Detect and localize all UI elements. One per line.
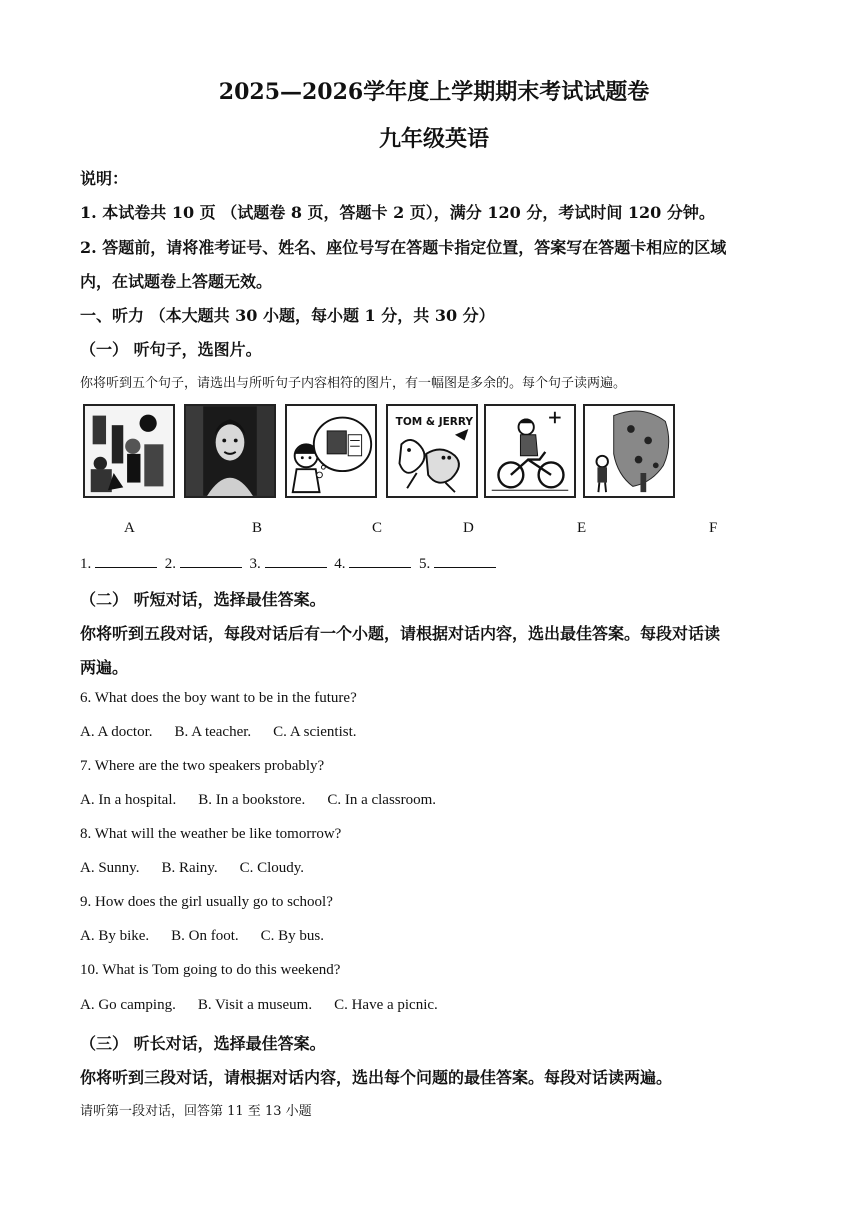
blank-label-1: 1. xyxy=(80,556,92,572)
girl-thinking-tv-image xyxy=(287,406,375,496)
option-6a[interactable]: A. A doctor. xyxy=(80,724,153,740)
question-7-options xyxy=(80,792,800,809)
option-7b[interactable]: B. In a bookstore. xyxy=(198,792,306,808)
question-6-options xyxy=(80,724,800,741)
exam-subtitle: 九年级英语 xyxy=(378,126,489,152)
picture-f xyxy=(583,404,675,498)
section3-heading: （三） 听长对话，选择最佳答案。 xyxy=(80,1034,326,1053)
option-9a[interactable]: A. By bike. xyxy=(80,928,150,944)
question-10: 10. What is Tom going to do this weekend? xyxy=(80,962,341,978)
picture-label-c: C xyxy=(372,520,383,536)
section2-instruction-line-1: 你将听到五段对话，每段对话后有一个小题，请根据对话内容，选出最佳答案。每段对话读 xyxy=(80,624,721,643)
section3-instruction: 你将听到三段对话，请根据对话内容，选出每个问题的最佳答案。每段对话读两遍。 xyxy=(80,1068,673,1087)
picture-a xyxy=(83,404,175,498)
picture-label-f: F xyxy=(709,520,718,536)
answer-blank-3[interactable] xyxy=(265,553,327,568)
tom-jerry-logo-text: TOM & JERRY xyxy=(395,416,474,429)
picture-label-b: B xyxy=(252,520,263,536)
option-10c[interactable]: C. Have a picnic. xyxy=(334,997,438,1013)
option-10a[interactable]: A. Go camping. xyxy=(80,997,176,1013)
picture-label-d: D xyxy=(463,520,474,536)
section3-sub: 请听第一段对话，回答第 11 至 13 小题 xyxy=(80,1104,312,1119)
blank-label-2: 2. xyxy=(164,556,176,572)
answer-blank-1[interactable] xyxy=(95,553,157,568)
child-by-tree-image xyxy=(585,406,673,496)
option-9c[interactable]: C. By bus. xyxy=(260,928,325,944)
section2-instruction-line-2: 两遍。 xyxy=(80,658,129,677)
notes-item-2-line-1: 2. 答题前，请将准考证号、姓名、座位号写在答题卡指定位置，答案写在答题卡相应的区域 xyxy=(80,238,727,257)
boy-riding-bike-image xyxy=(486,406,574,496)
blank-label-5: 5. xyxy=(419,556,431,572)
cartoon-cat-mouse-image xyxy=(388,406,476,496)
blank-label-4: 4. xyxy=(334,556,346,572)
question-9: 9. How does the girl usually go to school? xyxy=(80,894,333,910)
section1-heading: （一） 听句子，选图片。 xyxy=(80,340,262,359)
option-8b[interactable]: B. Rainy. xyxy=(161,860,218,876)
picture-b xyxy=(184,404,276,498)
picture-row xyxy=(83,404,683,500)
question-10-options xyxy=(80,997,800,1014)
answer-blanks xyxy=(80,553,500,573)
option-7c[interactable]: C. In a classroom. xyxy=(327,792,437,808)
option-6c[interactable]: C. A scientist. xyxy=(273,724,357,740)
section2-heading: （二） 听短对话，选择最佳答案。 xyxy=(80,590,326,609)
blank-label-3: 3. xyxy=(249,556,261,572)
option-10b[interactable]: B. Visit a museum. xyxy=(197,997,313,1013)
exam-title: 2025—2026学年度上学期期末考试试题卷 xyxy=(218,79,650,105)
woman-portrait-image xyxy=(186,406,274,496)
option-7a[interactable]: A. In a hospital. xyxy=(80,792,177,808)
answer-blank-2[interactable] xyxy=(180,553,242,568)
option-8a[interactable]: A. Sunny. xyxy=(80,860,140,876)
notes-item-2-line-2: 内，在试题卷上答题无效。 xyxy=(80,272,273,291)
answer-blank-4[interactable] xyxy=(349,553,411,568)
option-9b[interactable]: B. On foot. xyxy=(171,928,239,944)
picture-label-e: E xyxy=(577,520,587,536)
section1-instruction: 你将听到五个句子，请选出与所听句子内容相符的图片，有一幅图是多余的。每个句子读两遍。 xyxy=(80,376,627,391)
question-8-options xyxy=(80,860,800,877)
answer-blank-5[interactable] xyxy=(434,553,496,568)
option-6b[interactable]: B. A teacher. xyxy=(174,724,252,740)
part1-heading: 一、听力 （本大题共 30 小题，每小题 1 分，共 30 分） xyxy=(80,306,495,325)
question-8: 8. What will the weather be like tomorrow? xyxy=(80,826,342,842)
picture-label-a: A xyxy=(124,520,135,536)
notes-item-1: 1. 本试卷共 10 页 （试题卷 8 页，答题卡 2 页），满分 120 分，考试时间 120 分钟。 xyxy=(80,203,715,222)
picture-d xyxy=(386,404,478,498)
question-7: 7. Where are the two speakers probably? xyxy=(80,758,325,774)
picture-e xyxy=(484,404,576,498)
crowd-party-image xyxy=(85,406,173,496)
notes-label: 说明： xyxy=(80,169,129,188)
option-8c[interactable]: C. Cloudy. xyxy=(239,860,305,876)
question-9-options xyxy=(80,928,800,945)
picture-c xyxy=(285,404,377,498)
question-6: 6. What does the boy want to be in the future? xyxy=(80,690,357,706)
